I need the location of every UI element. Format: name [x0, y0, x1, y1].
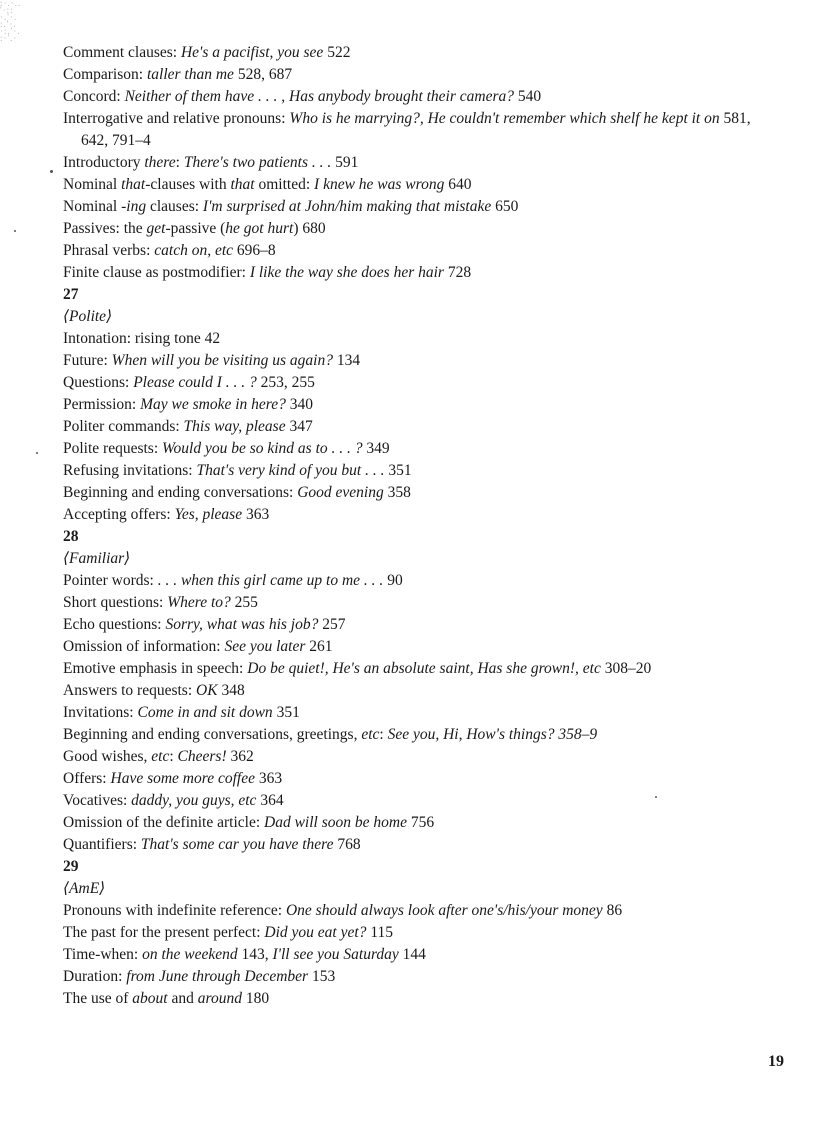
entry-text: Time-when: [63, 946, 143, 963]
example-text: from June through December [126, 968, 309, 985]
index-section [63, 284, 753, 526]
example-text: He's a pacifist, you see [180, 44, 324, 61]
scan-speck [50, 170, 53, 173]
entry-text: Beginning and ending conversations, greetings, [63, 726, 362, 743]
entry-text: 90 [383, 572, 403, 589]
entry-text: 650 [491, 198, 519, 215]
entry-text: 591 [331, 154, 359, 171]
entry-text: Quantifiers: [63, 836, 141, 853]
section-number: 28 [63, 528, 79, 545]
entry-text: Questions: [63, 374, 134, 391]
index-entry [63, 504, 753, 526]
entry-text: Nominal [63, 176, 122, 193]
entry-text: 144 [398, 946, 426, 963]
entry-text: clauses: [146, 198, 203, 215]
entry-text: 261 [305, 638, 333, 655]
index-entry [63, 218, 753, 240]
example-text: OK [196, 682, 218, 699]
entry-text: Refusing invitations: [63, 462, 197, 479]
section-label: ⟨Familiar⟩ [63, 550, 131, 567]
entry-text: 696–8 [233, 242, 276, 259]
entry-text: 349 [362, 440, 390, 457]
example-text: I like the way she does her hair [249, 264, 444, 281]
index-entry [63, 702, 753, 724]
entry-text: Good wishes, [63, 748, 152, 765]
example-text: Cheers! [177, 748, 227, 765]
example-text: Yes, please [174, 506, 243, 523]
entry-text: 358 [383, 484, 411, 501]
entry-text: 347 [285, 418, 313, 435]
entry-text: 86 [602, 902, 623, 919]
entry-text: 351 [272, 704, 300, 721]
example-text: around [197, 990, 242, 1007]
index-entry [63, 636, 753, 658]
entry-text: Pointer words: [63, 572, 158, 589]
index-entry [63, 570, 753, 592]
entry-text: Interrogative and relative pronouns: [63, 110, 290, 127]
example-text: that [121, 176, 146, 193]
example-text: Dad will soon be home [264, 814, 407, 831]
example-text: Neither of them have . . . , Has anybody brought their camera? [124, 88, 515, 105]
index-entry [63, 944, 753, 966]
entry-text: ) 680 [293, 220, 326, 237]
index-section [63, 42, 753, 284]
entry-text: Omission of information: [63, 638, 225, 655]
entry-text: : [169, 748, 178, 765]
entry-text: 308–20 [600, 660, 652, 677]
entry-text: 255 [230, 594, 258, 611]
example-text: I'm surprised at John/him making that mistake [202, 198, 492, 215]
index-entry [63, 108, 753, 152]
entry-text: Permission: [63, 396, 141, 413]
entry-text: Emotive emphasis in speech: [63, 660, 248, 677]
index-entry [63, 724, 753, 746]
entry-text: Politer commands: [63, 418, 184, 435]
index-section [63, 856, 753, 1010]
scan-speck [14, 230, 16, 232]
index-entry [63, 790, 753, 812]
index-entry [63, 328, 753, 350]
entry-text: Omission of the definite article: [63, 814, 265, 831]
example-text: This way, please [183, 418, 286, 435]
index-entry [63, 966, 753, 988]
example-text: I'll see you Saturday [272, 946, 399, 963]
index-entry [63, 64, 753, 86]
example-text: That's some car you have there [140, 836, 334, 853]
index-entry [63, 240, 753, 262]
entry-text: 756 [406, 814, 435, 831]
entry-text: The past for the present perfect: [63, 924, 265, 941]
entry-text: 153 [308, 968, 336, 985]
entry-text: Beginning and ending conversations: [63, 484, 298, 501]
example-text: daddy, you guys, etc [131, 792, 257, 809]
index-list [63, 42, 753, 1010]
example-text: See you later [224, 638, 306, 655]
example-text: he got hurt [225, 220, 294, 237]
entry-text: Vocatives: [63, 792, 132, 809]
example-text: catch on, etc [154, 242, 234, 259]
entry-text: -passive ( [165, 220, 226, 237]
entry-text: 522 [323, 44, 351, 61]
index-entry [63, 86, 753, 108]
index-entry [63, 922, 753, 944]
entry-text: omitted: [254, 176, 315, 193]
entry-text: 134 [332, 352, 361, 369]
example-text: on the weekend [142, 946, 238, 963]
entry-text: 115 [366, 924, 393, 941]
index-entry [63, 350, 753, 372]
example-text: Sorry, what was his job? [165, 616, 319, 633]
entry-text: 257 [318, 616, 346, 633]
example-text: . . . when this girl came up to me . . . [157, 572, 384, 589]
entry-text: 540 [514, 88, 542, 105]
example-text: Did you eat yet? [264, 924, 367, 941]
entry-text: 640 [444, 176, 472, 193]
entry-text: 528, 687 [233, 66, 293, 83]
index-entry [63, 372, 753, 394]
entry-text: The use of [63, 990, 133, 1007]
index-entry [63, 152, 753, 174]
section-number: 29 [63, 858, 79, 875]
entry-text: and [167, 990, 198, 1007]
index-entry [63, 262, 753, 284]
entry-text: Accepting offers: [63, 506, 175, 523]
entry-text: 768 [333, 836, 361, 853]
entry-text: Comment clauses: [63, 44, 181, 61]
example-text: get [146, 220, 166, 237]
index-entry [63, 614, 753, 636]
index-entry [63, 658, 753, 680]
entry-text: Duration: [63, 968, 127, 985]
index-entry [63, 592, 753, 614]
entry-text: Short questions: [63, 594, 168, 611]
entry-text: Concord: [63, 88, 125, 105]
index-entry [63, 746, 753, 768]
entry-text: Offers: [63, 770, 111, 787]
entry-text: : [379, 726, 388, 743]
entry-text: Echo questions: [63, 616, 166, 633]
example-text: etc [151, 748, 170, 765]
entry-text: 362 [226, 748, 254, 765]
section-label: ⟨Polite⟩ [63, 308, 113, 325]
section-label: ⟨AmE⟩ [63, 880, 106, 897]
index-section [63, 526, 753, 856]
entry-text: 143, [237, 946, 273, 963]
example-text: Would you be so kind as to . . . ? [162, 440, 363, 457]
entry-text: Intonation: rising tone 42 [63, 330, 221, 347]
index-entry [63, 834, 753, 856]
index-entry [63, 42, 753, 64]
entry-text: 364 [256, 792, 284, 809]
index-entry [63, 416, 753, 438]
entry-text: Passives: the [63, 220, 147, 237]
example-text: May we smoke in here? [140, 396, 286, 413]
entry-text: Invitations: [63, 704, 138, 721]
example-text: When will you be visiting us again? [111, 352, 333, 369]
scan-speck [36, 452, 38, 454]
entry-text: Answers to requests: [63, 682, 197, 699]
example-text: there [144, 154, 176, 171]
index-entry [63, 988, 753, 1010]
section-number: 27 [63, 286, 79, 303]
index-entry [63, 460, 753, 482]
index-entry [63, 900, 753, 922]
example-text: etc [361, 726, 380, 743]
entry-text: Phrasal verbs: [63, 242, 155, 259]
entry-text: Finite clause as postmodifier: [63, 264, 250, 281]
example-text: taller than me [146, 66, 234, 83]
entry-text: Future: [63, 352, 112, 369]
example-text: One should always look after one's/his/your money [285, 902, 603, 919]
entry-text: 348 [217, 682, 245, 699]
example-text: Please could I . . . ? [133, 374, 257, 391]
entry-text: Nominal [63, 198, 122, 215]
example-text: There's two patients . . . [183, 154, 332, 171]
scan-binding-noise: :·.·.. '·:: ·.'·. :.'·. ·:.'·. :·'.· [0, 0, 22, 43]
example-text: Have some more coffee [110, 770, 255, 787]
example-text: Do be quiet!, He's an absolute saint, Has she grown!, etc [247, 660, 601, 677]
entry-text: -clauses with [145, 176, 231, 193]
example-text: that [230, 176, 255, 193]
entry-text: 340 [285, 396, 313, 413]
index-entry [63, 768, 753, 790]
example-text: Who is he marrying?, He couldn't remember which shelf he kept it on [289, 110, 720, 127]
entry-text: Comparison: [63, 66, 147, 83]
index-entry [63, 812, 753, 834]
entry-text: Polite requests: [63, 440, 163, 457]
index-entry [63, 394, 753, 416]
entry-text: 363 [242, 506, 270, 523]
index-entry [63, 196, 753, 218]
entry-text: 180 [241, 990, 270, 1007]
index-entry [63, 680, 753, 702]
example-text: Good evening [297, 484, 384, 501]
example-text: I knew he was wrong [314, 176, 445, 193]
entry-text: 728 [443, 264, 472, 281]
entry-text: 581, 642, 791–4 [81, 110, 751, 149]
example-text: Come in and sit down [137, 704, 273, 721]
index-entry [63, 438, 753, 460]
entry-text: 253, 255 [256, 374, 315, 391]
index-entry [63, 482, 753, 504]
entry-text: Introductory [63, 154, 145, 171]
entry-text: : [175, 154, 184, 171]
example-text: about [132, 990, 168, 1007]
example-text: -ing [121, 198, 147, 215]
entry-text: 363 [254, 770, 283, 787]
entry-text: Pronouns with indefinite reference: [63, 902, 286, 919]
example-text: That's very kind of you but . . . [196, 462, 385, 479]
example-text: See you, Hi, How's things? 358–9 [387, 726, 598, 743]
example-text: Where to? [167, 594, 231, 611]
index-entry [63, 174, 753, 196]
entry-text: 351 [384, 462, 412, 479]
page-number: 19 [768, 1053, 784, 1070]
